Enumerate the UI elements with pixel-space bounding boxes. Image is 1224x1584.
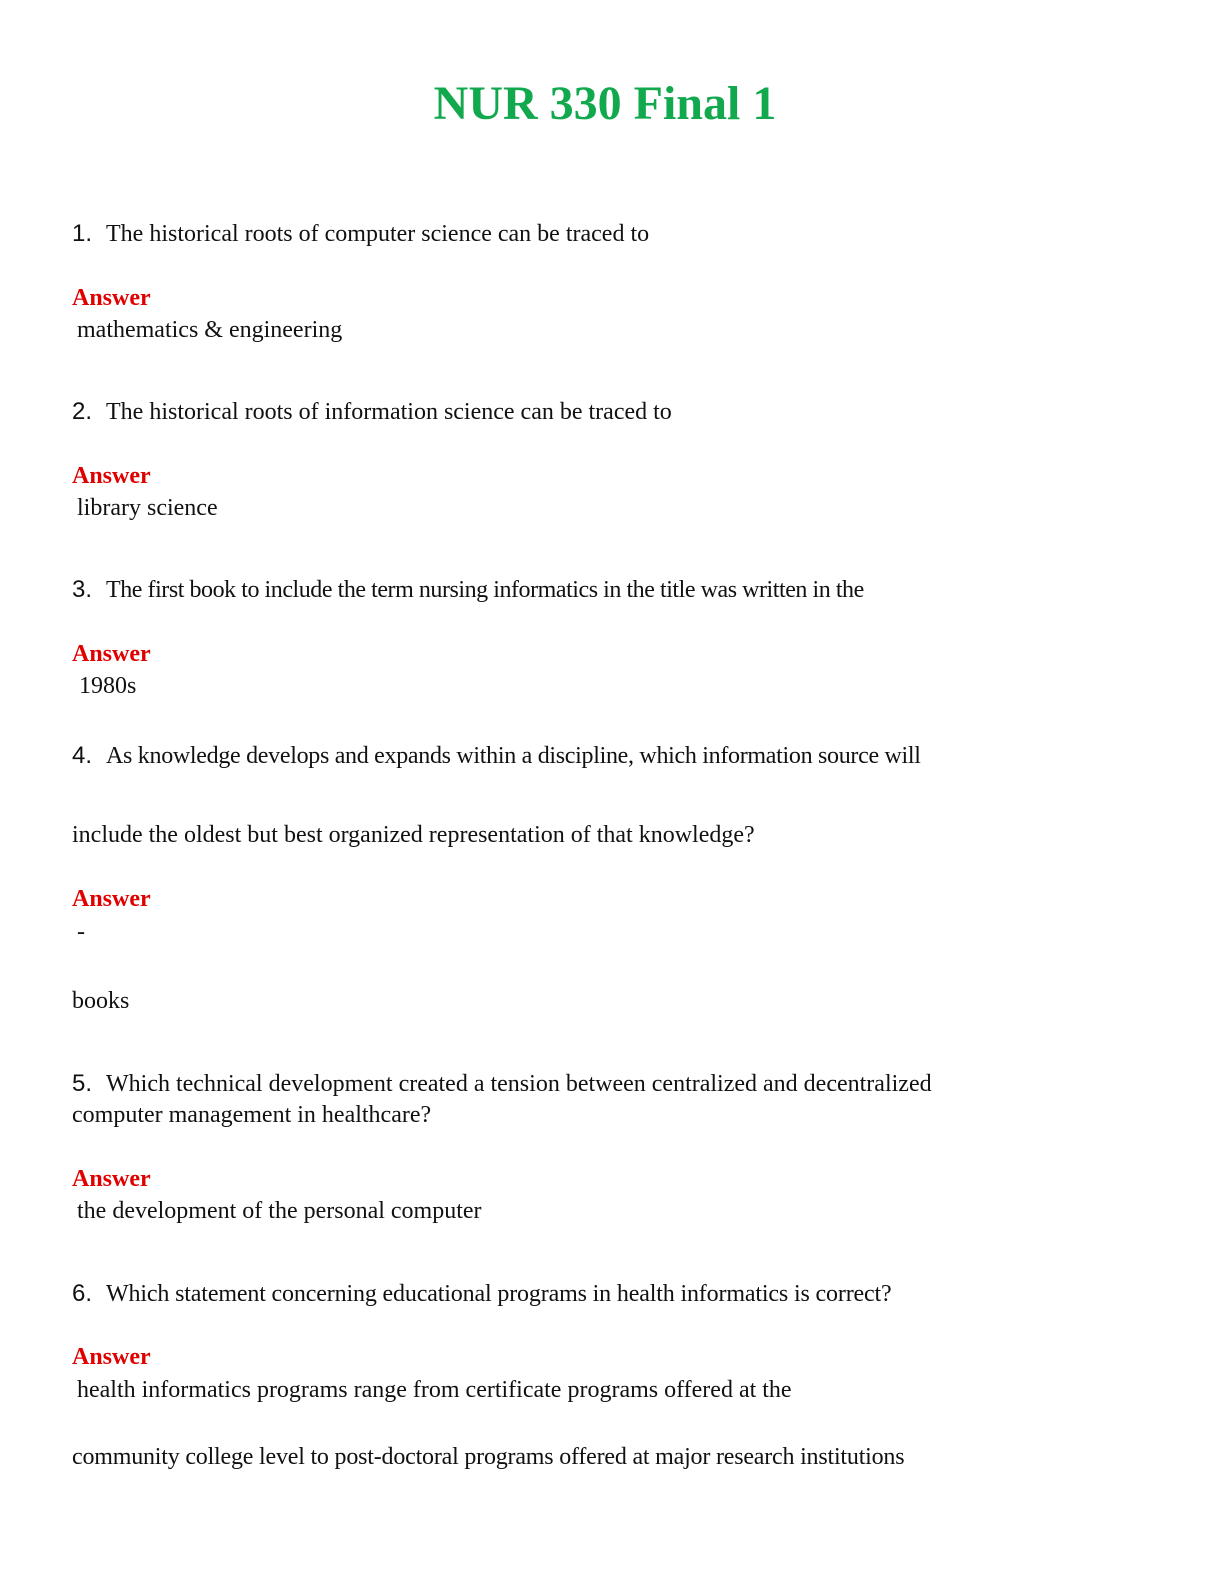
answer-text: mathematics & engineering: [77, 317, 343, 343]
question-text: Which statement concerning educational programs in health informatics is correct?: [106, 1281, 892, 1307]
question-4-continued: include the oldest but best organized representation of that knowledge?: [72, 822, 755, 848]
answer-label: Answer: [72, 285, 151, 311]
answer-label: Answer: [72, 1166, 151, 1192]
question-text: The first book to include the term nursing informatics in the title was written in the: [106, 577, 864, 603]
question-number: 6.: [72, 1280, 93, 1307]
answer-label: Answer: [72, 641, 151, 667]
question-number: 3.: [72, 576, 93, 603]
answer-text: library science: [77, 495, 218, 521]
answer-label: Answer: [72, 886, 151, 912]
question-1: [72, 219, 649, 249]
answer-text: the development of the personal computer: [77, 1198, 482, 1224]
answer-label: Answer: [72, 1344, 151, 1370]
question-text: Which technical development created a tension between centralized and decentralized: [106, 1071, 932, 1097]
question-text: The historical roots of computer science can be traced to: [106, 221, 650, 247]
question-2: [72, 397, 672, 427]
question-number: 5.: [72, 1070, 93, 1097]
question-number: 2.: [72, 398, 93, 425]
question-number: 4.: [72, 742, 93, 769]
answer-dash: -: [77, 919, 85, 945]
question-5-continued: computer management in healthcare?: [72, 1102, 432, 1128]
question-6: [72, 1279, 892, 1309]
question-4: [72, 741, 921, 771]
question-text: As knowledge develops and expands within a discipline, which information source will: [106, 743, 921, 769]
answer-text-continued: community college level to post-doctoral programs offered at major research institutions: [72, 1444, 905, 1470]
answer-text: health informatics programs range from certificate programs offered at the: [77, 1377, 792, 1403]
question-number: 1.: [72, 220, 93, 247]
answer-label: Answer: [72, 463, 151, 489]
question-3: [72, 575, 864, 605]
answer-text: books: [72, 988, 130, 1014]
page-title: NUR 330 Final 1: [433, 77, 777, 130]
question-text: The historical roots of information science can be traced to: [106, 399, 672, 425]
question-5: [72, 1069, 932, 1099]
answer-text: 1980s: [79, 673, 137, 699]
